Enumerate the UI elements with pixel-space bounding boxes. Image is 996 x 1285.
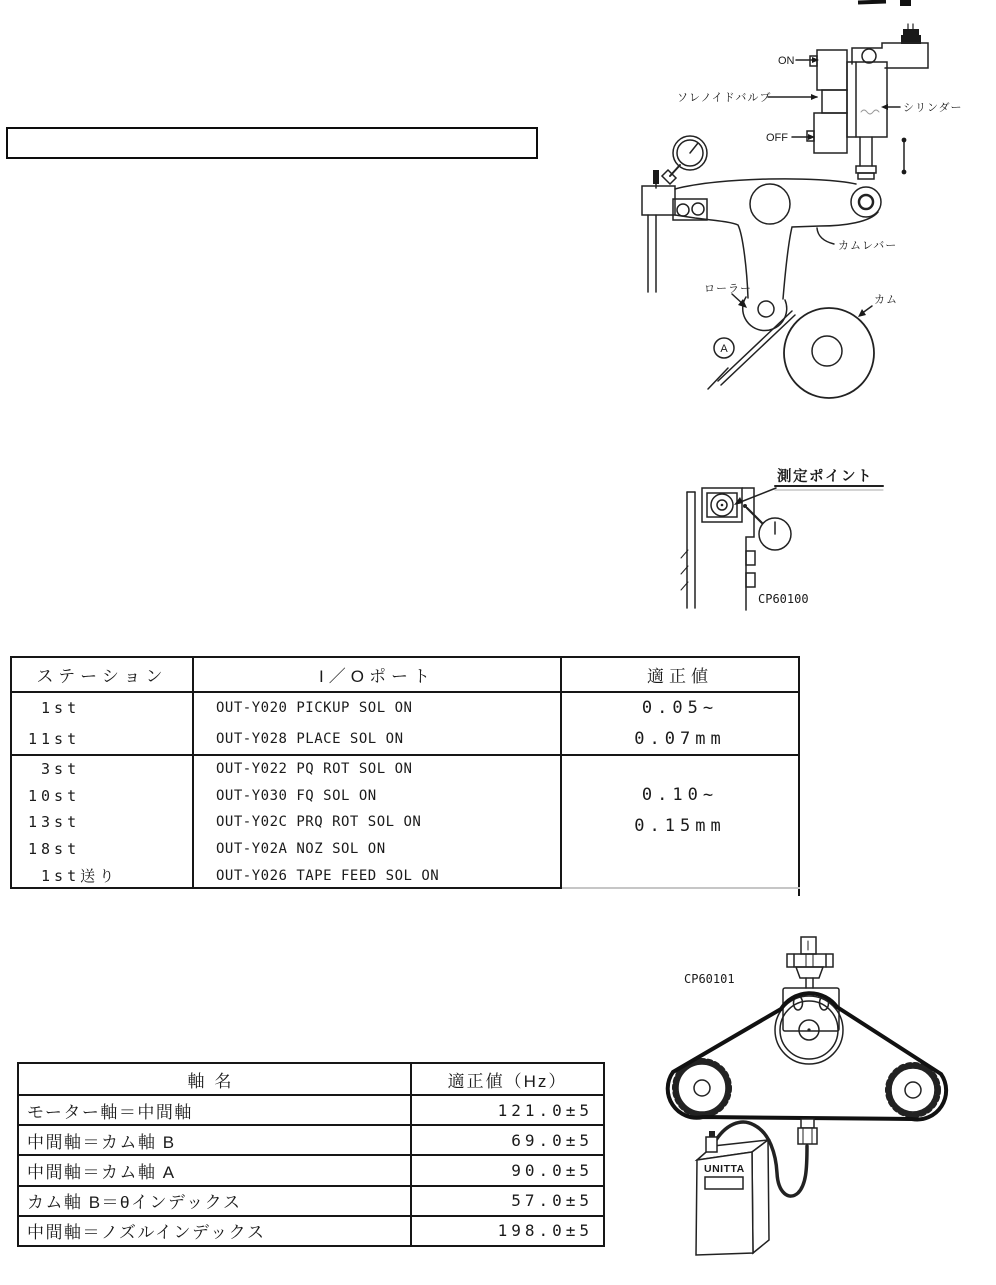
port-cell: OUT-Y030 FQ SOL ON (216, 787, 377, 804)
axis-name-cell: 中間軸＝カム軸 B (19, 1124, 412, 1154)
roller (758, 301, 774, 317)
gauge-needle (690, 143, 698, 153)
station-cell: 1st (28, 699, 81, 718)
value-block (634, 780, 725, 842)
value-line: 0.15mm (634, 815, 726, 836)
table-border (798, 889, 800, 896)
stroke-dot (902, 138, 907, 143)
station-cell: 13st (28, 813, 81, 832)
station-cell: 11st (28, 729, 81, 748)
measurement-point-diagram (650, 450, 996, 620)
lever-pivot-boss (750, 184, 790, 224)
bearing-center (721, 504, 724, 507)
station-cell: 3st (28, 760, 81, 779)
value-column (562, 693, 798, 754)
io-header-port: I／Oポート (194, 658, 562, 691)
station-column (12, 756, 194, 889)
arrowhead (812, 57, 819, 63)
bracket-hole (862, 49, 876, 63)
point-leader (738, 488, 776, 503)
tensioner-washer (796, 967, 823, 978)
off-label: OFF (766, 132, 788, 144)
solenoid-valve-label: ソレノイドバルブ (677, 92, 772, 104)
solenoid-cam-diagram (620, 0, 996, 430)
bracket-tab (746, 551, 755, 565)
sprocket-bore (905, 1082, 921, 1098)
arrowhead (858, 309, 866, 317)
gauge-tip (743, 504, 747, 508)
detail-a-label: A (720, 343, 728, 355)
port-cell: OUT-Y02A NOZ SOL ON (216, 841, 386, 858)
io-group-2 (12, 756, 798, 889)
rod-end-pin (859, 195, 873, 209)
meter-connector (706, 1137, 717, 1152)
axis-header-value: 適正値（Hz） (447, 1071, 568, 1091)
axis-name-cell: カム軸 B＝θインデックス (19, 1185, 412, 1215)
connector-tip (709, 1131, 715, 1137)
follower-arm (718, 311, 792, 381)
cam-lever-label: カムレバー (838, 240, 898, 252)
port-cell: OUT-Y022 PQ ROT SOL ON (216, 761, 413, 778)
arm-end-tick (708, 368, 728, 389)
port-column (194, 693, 562, 754)
port-cell: OUT-Y028 PLACE SOL ON (216, 730, 404, 747)
axis-value-cell: 57.0±5 (412, 1185, 603, 1215)
rod-collar (856, 166, 876, 173)
io-header-station: ステーション (12, 658, 194, 691)
mount-block (642, 186, 675, 215)
sprocket-bore (694, 1080, 710, 1096)
gauge-contact-pin (653, 170, 659, 184)
port-cell: OUT-Y020 PICKUP SOL ON (216, 700, 413, 717)
port-cell: OUT-Y02C PRQ ROT SOL ON (216, 814, 422, 831)
measurement-point-label: 測定ポイント (777, 469, 873, 485)
axis-name-cell: 中間軸＝ノズルインデックス (19, 1215, 412, 1245)
belt-tension-table (17, 1062, 605, 1247)
cam-label: カム (874, 294, 898, 306)
cam-lever-right-edge (783, 212, 878, 299)
axis-header-name: 軸名 (19, 1064, 412, 1094)
bolt-head (903, 29, 919, 35)
stroke-dot (902, 170, 907, 175)
station-cell: 1st送り (28, 867, 119, 886)
sprocket-teeth (888, 1065, 938, 1115)
value-column (562, 756, 798, 889)
cylinder-label: シリンダー (903, 102, 963, 114)
belt-tension-diagram (640, 930, 996, 1285)
port-column (194, 756, 562, 889)
rod-end-eye (851, 187, 881, 217)
axis-value-cell: 121.0±5 (412, 1094, 603, 1124)
value-line: 0.10~ (641, 784, 719, 805)
axis-value-cell: 198.0±5 (412, 1215, 603, 1245)
io-group-1 (12, 693, 798, 756)
cam-bore (812, 336, 842, 366)
plate-bolt (692, 203, 704, 215)
roller-label: ローラー (704, 283, 752, 295)
plate-bolt (677, 204, 689, 216)
on-label: ON (778, 55, 795, 67)
solenoid-middle-block (822, 90, 847, 113)
cylinder-body (847, 62, 887, 137)
device-brand-label: UNITTA (704, 1163, 745, 1175)
table-border-faint (562, 887, 800, 889)
arrowhead (811, 94, 818, 100)
io-port-table (10, 656, 800, 889)
table-border (10, 887, 562, 889)
meter-side-face (752, 1140, 769, 1253)
sensor-probe (798, 1128, 817, 1144)
axis-name-cell: 中間軸＝カム軸 A (19, 1154, 412, 1184)
sprocket-left (678, 1064, 726, 1112)
cam-lever-leader (817, 228, 834, 244)
rod-collar (858, 173, 874, 179)
cam-wheel (784, 308, 874, 398)
station-column (12, 693, 194, 754)
sensor-probe-cap (801, 1119, 814, 1128)
figure-code: CP60101 (684, 972, 735, 986)
idler-center (807, 1028, 810, 1031)
figure-code: CP60100 (758, 592, 809, 606)
io-header-value: 適正値 (647, 667, 713, 686)
caption-box (6, 127, 538, 159)
sprocket-teeth (675, 1061, 729, 1115)
roller-holder (743, 297, 787, 331)
station-cell: 10st (28, 786, 81, 805)
port-cell: OUT-Y026 TAPE FEED SOL ON (216, 867, 440, 884)
value-line: 0.05~ (641, 697, 719, 718)
io-table-header-row (12, 658, 798, 693)
bracket-tab (746, 573, 755, 587)
solenoid-lower-block (814, 113, 847, 153)
axis-value-cell: 90.0±5 (412, 1154, 603, 1184)
value-line: 0.07mm (634, 728, 726, 749)
timing-belt (668, 993, 946, 1119)
sprocket-right (891, 1068, 935, 1112)
axis-name-cell: モーター軸＝中間軸 (19, 1094, 412, 1124)
solenoid-upper-block (817, 50, 847, 90)
value-block (634, 693, 725, 755)
scan-smudge (861, 110, 879, 114)
arrowhead (881, 104, 888, 110)
station-cell: 18st (28, 840, 81, 859)
top-bracket (852, 43, 928, 68)
axis-value-cell: 69.0±5 (412, 1124, 603, 1154)
